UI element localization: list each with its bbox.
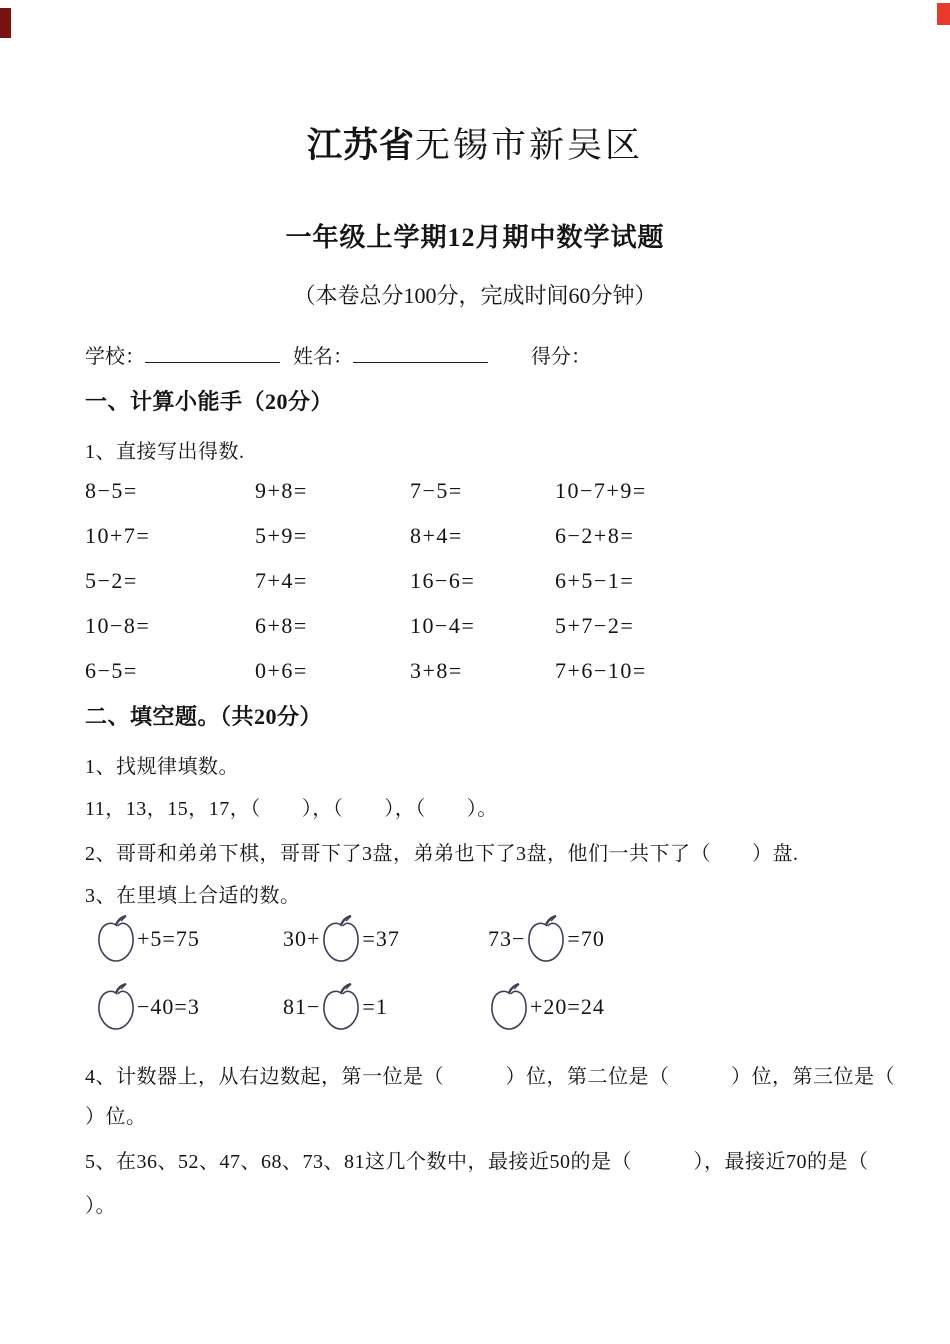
apple-icon — [525, 914, 567, 964]
name-label: 姓名： — [293, 346, 353, 368]
apple-icon — [95, 982, 137, 1032]
section1-heading: 一、计算小能手（20分） — [85, 389, 334, 414]
question5-text-line1: 5、在36、52、47、68、73、81这几个数中，最接近50的是（ ），最接近70的是（ — [85, 1151, 869, 1173]
question1-prompt: 1、找规律填数。 — [85, 756, 239, 778]
equation-cell: 10−8= — [85, 613, 151, 638]
equation-cell: 6+8= — [255, 613, 308, 638]
equation-prefix: 30+ — [283, 926, 321, 951]
question4-text-line1: 4、计数器上，从右边数起，第一位是（ ）位，第二位是（ ）位，第三位是（ — [85, 1066, 895, 1088]
exam-info-line: （本卷总分100分，完成时间60分钟） — [293, 283, 657, 308]
question2-text: 2、哥哥和弟弟下棋，哥哥下了3盘，弟弟也下了3盘，他们一共下了（ ）盘. — [85, 843, 799, 865]
apple-icon — [488, 982, 530, 1032]
apple-icon — [320, 914, 362, 964]
school-blank-line — [145, 342, 280, 363]
equation-cell: 16−6= — [410, 568, 476, 593]
equation-prefix: 73− — [488, 926, 526, 951]
equation-cell: 9+8= — [255, 478, 308, 503]
score-label: 得分： — [531, 346, 591, 368]
apple-icon — [320, 982, 362, 1032]
section1-item1-prompt: 1、直接写出得数. — [85, 441, 245, 463]
apple-equation-row-2 — [0, 982, 950, 1038]
equation-cell: 6+5−1= — [555, 568, 635, 593]
equation-cell: 0+6= — [255, 658, 308, 683]
question3-prompt: 3、在里填上合适的数。 — [85, 885, 301, 907]
equation-cell: 3+8= — [410, 658, 463, 683]
title-region-rest: 无锡市新吴区 — [415, 126, 644, 165]
school-label: 学校： — [85, 346, 145, 368]
question5-text-line2: ）。 — [85, 1195, 116, 1217]
equation-suffix: +20=24 — [530, 994, 605, 1019]
apple-equation — [488, 982, 605, 1032]
equation-suffix: =70 — [567, 926, 605, 951]
apple-equation-row-1 — [0, 914, 950, 970]
equation-cell: 6−2+8= — [555, 523, 635, 548]
section2-heading: 二、填空题。（共20分） — [85, 704, 323, 729]
name-blank-line — [353, 342, 488, 363]
equation-cell: 6−5= — [85, 658, 138, 683]
equation-suffix: =37 — [362, 926, 400, 951]
question1-sequence: 11，13，15，17，（ ），（ ），（ ）。 — [85, 798, 498, 820]
calculation-grid — [85, 468, 875, 693]
question4-text-line2: ）位。 — [85, 1106, 147, 1128]
equation-cell: 7−5= — [410, 478, 463, 503]
equation-prefix: 81− — [283, 994, 321, 1019]
apple-equation — [95, 914, 200, 964]
equation-cell: 5+7−2= — [555, 613, 635, 638]
equation-suffix: −40=3 — [137, 994, 200, 1019]
equation-cell: 10+7= — [85, 523, 151, 548]
red-corner-mark-left — [0, 8, 11, 38]
equation-cell: 5+9= — [255, 523, 308, 548]
title-region-bold: 江苏省 — [306, 126, 415, 165]
document-title — [0, 118, 950, 168]
apple-equation — [488, 914, 605, 964]
equation-suffix: =1 — [362, 994, 388, 1019]
apple-equation — [283, 982, 388, 1032]
equation-suffix: +5=75 — [137, 926, 200, 951]
equation-cell: 10−7+9= — [555, 478, 647, 503]
equation-cell: 5−2= — [85, 568, 138, 593]
apple-equation — [283, 914, 400, 964]
apple-icon — [95, 914, 137, 964]
equation-cell: 8−5= — [85, 478, 138, 503]
equation-cell: 10−4= — [410, 613, 476, 638]
student-info-row — [85, 340, 591, 369]
exam-subtitle: 一年级上学期12月期中数学试题 — [285, 223, 665, 252]
red-corner-mark-right — [937, 3, 950, 25]
equation-cell: 7+6−10= — [555, 658, 647, 683]
apple-equation — [95, 982, 200, 1032]
equation-cell: 7+4= — [255, 568, 308, 593]
equation-cell: 8+4= — [410, 523, 463, 548]
